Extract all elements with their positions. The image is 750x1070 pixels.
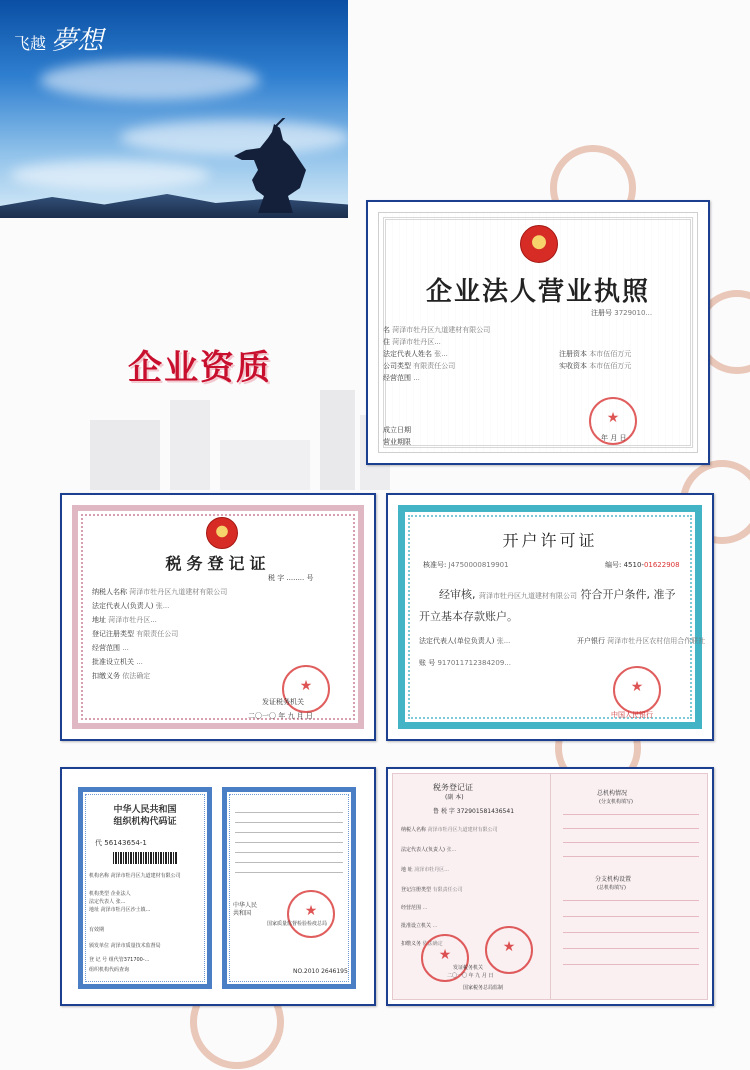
field-1: 住 菏泽市牡丹区...	[383, 338, 441, 346]
issue-date: 年 月 日	[601, 434, 627, 442]
right-field-0: 注册资本 本市伍佰万元	[559, 350, 632, 358]
account-permit-frame	[386, 493, 714, 741]
org-footer: 组织机构代码查询	[89, 967, 130, 973]
tax-field-2: 地址 菏泽市牡丹区...	[92, 616, 157, 624]
business-term: 营业期限	[383, 438, 411, 446]
city-background-illustration	[90, 380, 390, 490]
tax-copy-field-1: 法定代表人(负责人) 张...	[401, 847, 457, 853]
quality-seal-icon	[287, 890, 335, 938]
tax-cert-frame	[60, 493, 376, 741]
tax-copy-date: 二〇一〇 年 九 月 日	[447, 973, 494, 979]
org-issuer: 颁发单位 菏泽市质量技术监督局	[89, 943, 161, 949]
tax-field-3: 登记注册类型 有限责任公司	[92, 630, 179, 638]
org-serial: NO.2010 2646195	[293, 968, 348, 975]
org-field-1: 法定代表人 张...	[89, 899, 126, 905]
bank-stamp-text: 中国人民银行	[611, 711, 653, 719]
national-emblem-icon	[206, 517, 238, 549]
permit-line2: 开立基本存款账户。	[419, 610, 518, 623]
official-seal-icon	[589, 397, 637, 445]
tax-copy-field-0: 纳税人名称 菏泽市牡丹区九道建材有限公司	[401, 827, 498, 833]
tax-copy-field-3: 登记注册类型 有限责任公司	[401, 887, 463, 893]
org-right-title1: 中华人民	[233, 902, 258, 909]
tax-copy-footer: 国家税务总局监制	[463, 985, 504, 991]
legal-rep: 法定代表人(单位负责人) 张...	[419, 637, 511, 645]
tax-copy-right-subtitle: (分支机构填写)	[599, 799, 633, 805]
tax-copy-field-5: 批准设立机关 ...	[401, 923, 438, 929]
tax-copy	[392, 773, 708, 1000]
right-field-1: 实收资本 本市伍佰万元	[559, 362, 632, 370]
tax-copy-field-6: 扣缴义务 依法确定	[401, 941, 443, 947]
org-field-2: 地址 菏泽市牡丹区沙土镇...	[89, 907, 151, 913]
tax-issuer: 发证税务机关	[262, 698, 304, 706]
field-0: 名 菏泽市牡丹区九道建材有限公司	[383, 326, 491, 334]
tax-date: 二〇一〇 年 九 月 日	[248, 712, 313, 720]
tax-cert-title: 税务登记证	[165, 554, 271, 573]
bank: 开户银行 菏泽市牡丹区农村信用合作联社	[577, 637, 706, 645]
org-validity: 有效期	[89, 927, 105, 933]
tax-field-6: 扣缴义务 依法确定	[92, 672, 151, 680]
org-field-0: 机构类型 企业法人	[89, 891, 131, 897]
org-code-frame	[60, 767, 376, 1006]
tax-copy-title: 税务登记证	[433, 783, 473, 792]
tax-field-5: 批准设立机关 ...	[92, 658, 143, 666]
tax-field-1: 法定代表人(负责人) 张...	[92, 602, 170, 610]
org-header2: 组织机构代码证	[113, 817, 177, 827]
founding-date: 成立日期	[383, 426, 411, 434]
barcode-icon	[113, 852, 177, 864]
org-code-right-page	[222, 787, 356, 989]
permit-code: 编号: 4510-01622908	[605, 561, 680, 569]
tax-copy-frame	[386, 767, 714, 1006]
official-seal-icon	[485, 926, 533, 974]
org-code-left-page	[78, 787, 212, 989]
account-no: 账 号 917011712384209...	[419, 659, 511, 667]
tax-field-0: 纳税人名称 菏泽市牡丹区九道建材有限公司	[92, 588, 228, 596]
field-3: 公司类型 有限责任公司	[383, 362, 456, 370]
tax-cert	[72, 505, 364, 729]
approval-no: 核准号: J4750000819901	[423, 561, 509, 569]
national-emblem-icon	[520, 225, 558, 263]
hero-photo	[0, 0, 348, 218]
page-title: 企业资质	[128, 348, 272, 388]
business-license-title: 企业法人营业执照	[425, 277, 650, 307]
tax-number: 税 字 ........ 号	[268, 574, 314, 582]
tax-copy-subtitle: (副 本)	[445, 794, 464, 801]
business-license-frame	[366, 200, 710, 465]
slogan-big: 夢想	[51, 26, 104, 56]
tax-copy-field-4: 经营范围 ...	[401, 905, 428, 911]
org-name: 机构名称 菏泽市牡丹区九道建材有限公司	[89, 873, 181, 879]
tax-copy-field-2: 地 址 菏泽市牡丹区...	[401, 867, 449, 873]
slogan-small: 飞越	[14, 34, 47, 53]
org-right-title2: 共和国	[233, 910, 252, 917]
field-4: 经营范围 ...	[383, 374, 420, 382]
org-right-bottom: 国家质量监督检验检疫总局	[267, 921, 328, 927]
tax-copy-issuer: 发证税务机关	[453, 965, 484, 971]
account-permit	[398, 505, 706, 729]
tax-field-4: 经营范围 ...	[92, 644, 129, 652]
tax-copy-number: 鲁 税 字 372901581436541	[433, 808, 515, 815]
tax-copy-right-title: 总机构情况	[597, 790, 628, 797]
reg-no: 注册号 3729010...	[591, 309, 653, 317]
permit-line1: 经审核, 菏泽市牡丹区九道建材有限公司 符合开户条件, 准予	[439, 588, 676, 601]
bank-seal-icon	[613, 666, 661, 714]
org-header1: 中华人民共和国	[113, 805, 177, 815]
field-2: 法定代表人姓名 张...	[383, 350, 448, 358]
horse-statue-icon	[228, 118, 323, 218]
business-license	[378, 212, 698, 453]
org-reg: 登 记 号 组代管371700-...	[89, 957, 150, 963]
tax-copy-right-mid: 分支机构设置	[595, 876, 632, 883]
org-code: 代 56143654-1	[95, 839, 147, 847]
hero-slogan	[14, 20, 103, 57]
tax-copy-right-mid-sub: (总机构填写)	[597, 885, 626, 891]
account-permit-title: 开户许可证	[502, 531, 598, 550]
